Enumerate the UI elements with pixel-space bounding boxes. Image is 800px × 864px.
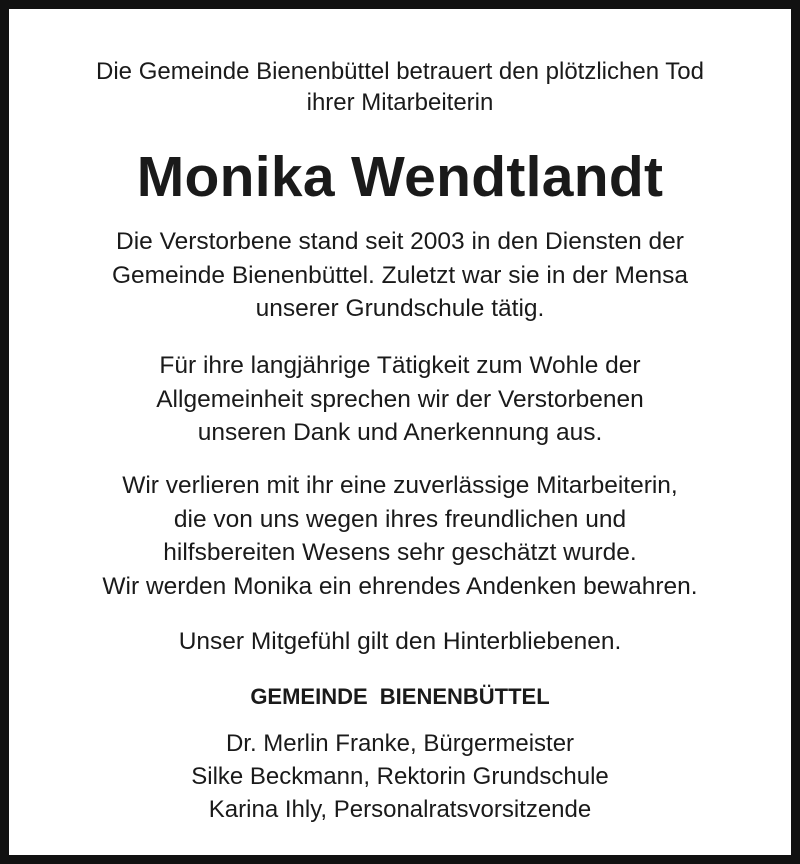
intro-text (9, 56, 791, 118)
organization-name: GEMEINDE BIENENBÜTTEL (250, 684, 550, 709)
paragraph-line: Allgemeinheit sprechen wir der Verstorbenen (156, 385, 644, 413)
paragraph-line: die von uns wegen ihres freundlichen und (173, 505, 627, 533)
paragraph-line: unserer Grundschule tätig. (255, 295, 545, 322)
paragraph-remembrance (9, 469, 791, 603)
paragraph-thanks (9, 349, 791, 450)
intro-line: Die Gemeinde Bienenbüttel betrauert den plötzlichen Tod (96, 58, 704, 85)
intro-line: ihrer Mitarbeiterin (306, 89, 494, 116)
signer: Dr. Merlin Franke, Bürgermeister (225, 730, 575, 757)
paragraph-line: hilfsbereiten Wesens sehr geschätzt wurde. (163, 539, 637, 566)
paragraph-line: Die Verstorbene stand seit 2003 in den Diensten der (116, 228, 684, 255)
paragraph-condolence (9, 625, 791, 659)
paragraph-line: Wir verlieren mit ihr eine zuverlässige Mitarbeiterin, (122, 472, 678, 499)
paragraph-line: Wir werden Monika ein ehrendes Andenken bewahren. (102, 572, 698, 600)
paragraph-line: unseren Dank und Anerkennung aus. (197, 419, 603, 446)
paragraph-line: Gemeinde Bienenbüttel. Zuletzt war sie in der Mensa (111, 261, 689, 289)
paragraph-line: Für ihre langjährige Tätigkeit zum Wohle der (159, 352, 641, 379)
signers-list (9, 727, 791, 826)
signer: Karina Ihly, Personalratsvorsitzende (208, 796, 592, 823)
paragraph-line: Unser Mitgefühl gilt den Hinterbliebenen. (178, 628, 622, 655)
deceased-name: Monika Wendtlandt (136, 145, 664, 209)
signer: Silke Beckmann, Rektorin Grundschule (191, 763, 609, 790)
paragraph-service (9, 225, 791, 326)
